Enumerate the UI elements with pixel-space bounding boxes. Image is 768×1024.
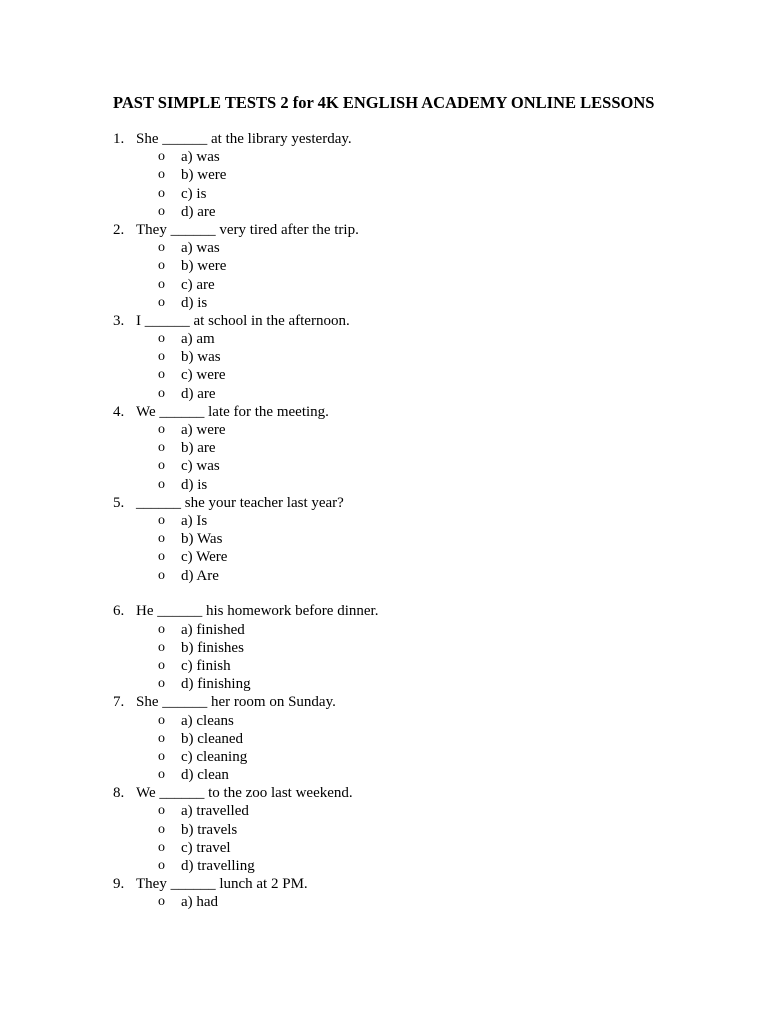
question-number: 7.: [113, 694, 125, 711]
answer-option-text: c) is: [181, 185, 207, 202]
circle-bullet-icon: o: [158, 894, 165, 910]
answer-option: [0, 203, 768, 221]
question-text: They ______ very tired after the trip.: [136, 221, 359, 238]
question-line: [0, 403, 768, 421]
answer-option: [0, 712, 768, 730]
circle-bullet-icon: o: [158, 512, 165, 528]
question-item: [0, 784, 768, 875]
answer-option-text: b) are: [181, 440, 216, 457]
answer-option-text: b) Was: [181, 531, 223, 548]
circle-bullet-icon: o: [158, 531, 165, 547]
answer-option: [0, 348, 768, 366]
answer-option: [0, 276, 768, 294]
question-number: 3.: [113, 312, 125, 329]
answer-option: [0, 476, 768, 494]
question-list: [0, 130, 768, 912]
answer-options: [0, 621, 768, 694]
answer-option-text: d) are: [181, 203, 216, 220]
question-item: [0, 403, 768, 494]
answer-option-text: b) finishes: [181, 639, 244, 656]
circle-bullet-icon: o: [158, 858, 165, 873]
question-item: [0, 693, 768, 784]
answer-option: [0, 567, 768, 585]
circle-bullet-icon: o: [158, 712, 165, 728]
circle-bullet-icon: o: [158, 657, 165, 673]
question-number: 9.: [113, 876, 125, 893]
answer-option-text: a) was: [181, 149, 220, 166]
answer-option-text: c) travel: [181, 839, 231, 856]
question-number: 6.: [113, 603, 125, 620]
answer-option-text: c) cleaning: [181, 748, 248, 765]
answer-option: [0, 730, 768, 748]
circle-bullet-icon: o: [158, 422, 165, 437]
answer-option-text: a) travelled: [181, 803, 249, 820]
question-line: [0, 693, 768, 711]
answer-option-text: b) was: [181, 349, 221, 366]
answer-options: [0, 239, 768, 312]
answer-option: [0, 839, 768, 857]
circle-bullet-icon: o: [158, 294, 165, 310]
answer-option-text: c) finish: [181, 657, 231, 674]
question-item: [0, 312, 768, 403]
answer-option-text: a) had: [181, 894, 219, 911]
question-text: She ______ at the library yesterday.: [136, 131, 352, 147]
question-line: [0, 602, 768, 620]
answer-option-text: d) are: [181, 385, 216, 402]
answer-option-text: a) was: [181, 240, 220, 257]
answer-options: [0, 893, 768, 911]
answer-option: [0, 621, 768, 639]
question-line: [0, 875, 768, 893]
answer-option-text: d) Are: [181, 567, 219, 584]
question-item: [0, 221, 768, 312]
answer-option-text: c) Were: [181, 549, 228, 566]
answer-option-text: b) cleaned: [181, 730, 244, 747]
answer-option-text: d) finishing: [181, 676, 251, 693]
answer-option-text: d) clean: [181, 767, 229, 784]
answer-options: [0, 148, 768, 221]
answer-option: [0, 512, 768, 530]
question-text: She ______ her room on Sunday.: [136, 694, 336, 711]
answer-option-text: b) travels: [181, 821, 238, 838]
question-line: [0, 221, 768, 239]
circle-bullet-icon: o: [158, 767, 165, 783]
circle-bullet-icon: o: [158, 621, 165, 637]
answer-option: [0, 257, 768, 275]
answer-option-text: c) was: [181, 458, 220, 475]
answer-option: [0, 675, 768, 693]
answer-option: [0, 657, 768, 675]
circle-bullet-icon: o: [158, 440, 165, 456]
circle-bullet-icon: o: [158, 276, 165, 292]
answer-option: [0, 185, 768, 203]
question-item: [0, 602, 768, 693]
answer-option: [0, 166, 768, 184]
question-number: 4.: [113, 403, 125, 420]
circle-bullet-icon: o: [158, 821, 165, 837]
question-line: [0, 494, 768, 512]
answer-option: [0, 439, 768, 457]
answer-option: [0, 802, 768, 820]
answer-option: [0, 330, 768, 348]
circle-bullet-icon: o: [158, 639, 165, 655]
question-text: They ______ lunch at 2 PM.: [136, 876, 308, 893]
question-item: [0, 875, 768, 911]
answer-option: [0, 530, 768, 548]
circle-bullet-icon: o: [158, 803, 165, 819]
circle-bullet-icon: o: [158, 730, 165, 746]
answer-option: [0, 294, 768, 312]
answer-option: [0, 366, 768, 384]
question-item: [0, 494, 768, 585]
answer-options: [0, 512, 768, 585]
answer-option-text: b) were: [181, 258, 227, 275]
circle-bullet-icon: o: [158, 367, 165, 383]
page-title: PAST SIMPLE TESTS 2 for 4K ENGLISH ACADEMY ONLINE LESSONS: [113, 93, 655, 112]
circle-bullet-icon: o: [158, 149, 165, 165]
answer-option-text: d) is: [181, 294, 208, 311]
circle-bullet-icon: o: [158, 349, 165, 365]
question-item: [0, 130, 768, 221]
circle-bullet-icon: o: [158, 676, 165, 692]
answer-option: [0, 857, 768, 875]
circle-bullet-icon: o: [158, 167, 165, 183]
question-line: [0, 130, 768, 148]
answer-option: [0, 548, 768, 566]
answer-options: [0, 330, 768, 403]
answer-options: [0, 712, 768, 785]
answer-option-text: b) were: [181, 167, 227, 184]
circle-bullet-icon: o: [158, 839, 165, 855]
question-text: He ______ his homework before dinner.: [136, 603, 379, 620]
answer-option: [0, 385, 768, 403]
answer-option: [0, 766, 768, 784]
answer-option-text: a) were: [181, 422, 226, 438]
circle-bullet-icon: o: [158, 203, 165, 219]
answer-option: [0, 821, 768, 839]
answer-options: [0, 421, 768, 494]
answer-option: [0, 893, 768, 911]
question-number: 1.: [113, 131, 125, 147]
question-number: 5.: [113, 494, 125, 511]
circle-bullet-icon: o: [158, 258, 165, 274]
circle-bullet-icon: o: [158, 331, 165, 347]
circle-bullet-icon: o: [158, 476, 165, 492]
question-text: ______ she your teacher last year?: [136, 494, 344, 511]
answer-option-text: c) were: [181, 367, 226, 384]
answer-option: [0, 748, 768, 766]
answer-option-text: c) are: [181, 276, 215, 293]
circle-bullet-icon: o: [158, 385, 165, 401]
answer-option-text: a) Is: [181, 512, 208, 529]
question-text: I ______ at school in the afternoon.: [136, 312, 350, 329]
circle-bullet-icon: o: [158, 748, 165, 764]
question-line: [0, 312, 768, 330]
circle-bullet-icon: o: [158, 240, 165, 256]
answer-option-text: a) finished: [181, 621, 245, 638]
question-number: 2.: [113, 221, 125, 238]
answer-option: [0, 421, 768, 439]
circle-bullet-icon: o: [158, 458, 165, 474]
answer-option: [0, 148, 768, 166]
answer-option: [0, 457, 768, 475]
question-text: We ______ to the zoo last weekend.: [136, 785, 353, 802]
question-number: 8.: [113, 785, 125, 802]
answer-option: [0, 639, 768, 657]
answer-option-text: d) is: [181, 476, 208, 493]
question-line: [0, 784, 768, 802]
circle-bullet-icon: o: [158, 567, 165, 583]
answer-option-text: d) travelling: [181, 858, 255, 874]
question-text: We ______ late for the meeting.: [136, 403, 329, 420]
answer-options: [0, 802, 768, 875]
circle-bullet-icon: o: [158, 185, 165, 201]
answer-option: [0, 239, 768, 257]
circle-bullet-icon: o: [158, 549, 165, 565]
answer-option-text: a) am: [181, 331, 215, 348]
answer-option-text: a) cleans: [181, 712, 234, 729]
